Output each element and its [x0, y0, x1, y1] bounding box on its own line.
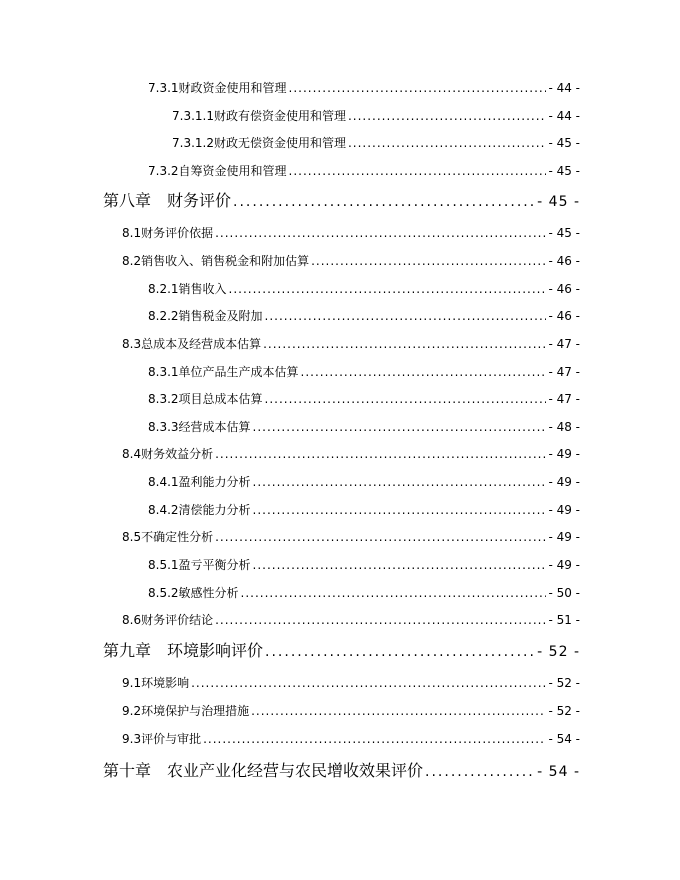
toc-entry[interactable] [148, 391, 580, 407]
toc-leader [253, 419, 547, 435]
toc-entry[interactable] [122, 225, 580, 241]
toc-entry-title: 9.2环境保护与治理措施 [122, 704, 250, 718]
toc-leader [301, 364, 547, 380]
toc-entry-title: 8.6财务评价结论 [122, 613, 214, 627]
toc-entry[interactable] [148, 308, 580, 324]
toc-page-number: - 44 - [548, 109, 580, 123]
toc-entry[interactable] [122, 612, 580, 628]
toc-entry-title: 8.5.2敏感性分析 [148, 586, 239, 600]
toc-page-number: - 44 - [548, 81, 580, 95]
toc-entry-title: 8.3总成本及经营成本估算 [122, 337, 262, 351]
toc-entry[interactable] [148, 474, 580, 490]
toc-page-number: - 50 - [548, 586, 580, 600]
toc-entry-title: 8.1财务评价依据 [122, 226, 214, 240]
toc-page-number: - 49 - [548, 475, 580, 489]
toc-leader [215, 225, 546, 241]
toc-page-number: - 47 - [548, 392, 580, 406]
toc-page-number: - 49 - [548, 447, 580, 461]
toc-entry-title: 8.4财务效益分析 [122, 447, 214, 461]
toc-leader [241, 585, 547, 601]
toc-leader [253, 557, 547, 573]
toc-entry[interactable] [122, 253, 580, 269]
toc-page-number: - 54 - [548, 732, 580, 746]
toc-page-number: - 52 - [537, 644, 580, 660]
toc-leader [191, 675, 546, 691]
toc-page-number: - 51 - [548, 613, 580, 627]
toc-page-number: - 49 - [548, 530, 580, 544]
toc-page-number: - 52 - [548, 676, 580, 690]
toc-entry[interactable] [172, 135, 580, 151]
toc-leader [265, 641, 535, 662]
toc-chapter-title: 第十章 农业产业化经营与农民增收效果评价 [103, 761, 424, 780]
toc-entry-title: 8.4.1盈利能力分析 [148, 475, 251, 489]
toc-leader [203, 731, 546, 747]
toc-page-number: - 46 - [548, 254, 580, 268]
toc-entry[interactable] [122, 675, 580, 691]
toc-entry[interactable] [148, 281, 580, 297]
toc-page-number: - 45 - [548, 226, 580, 240]
toc-entry-title: 7.3.1.1财政有偿资金使用和管理 [172, 109, 346, 123]
toc-entry[interactable] [148, 364, 580, 380]
toc-entry[interactable] [122, 703, 580, 719]
toc-entry[interactable] [148, 502, 580, 518]
toc-entry[interactable] [148, 585, 580, 601]
toc-page-number: - 49 - [548, 503, 580, 517]
toc-page-number: - 46 - [548, 309, 580, 323]
toc-page-number: - 45 - [548, 136, 580, 150]
toc-leader [253, 474, 547, 490]
toc-entry[interactable] [148, 419, 580, 435]
toc-leader [229, 281, 547, 297]
toc-entry-title: 7.3.1财政资金使用和管理 [148, 81, 287, 95]
toc-page-number: - 45 - [548, 164, 580, 178]
toc-entry-title: 7.3.2自筹资金使用和管理 [148, 164, 287, 178]
toc-page-number: - 47 - [548, 337, 580, 351]
toc-page-number: - 52 - [548, 704, 580, 718]
toc-leader [233, 191, 535, 212]
toc-leader [215, 612, 546, 628]
toc-entry-title: 8.2.2销售税金及附加 [148, 309, 263, 323]
toc-page-number: - 45 - [537, 194, 580, 210]
toc-entry-title: 9.1环境影响 [122, 676, 190, 690]
toc-chapter-entry[interactable] [103, 190, 580, 212]
toc-entry[interactable] [122, 446, 580, 462]
toc-page-number: - 54 - [537, 764, 580, 780]
toc-leader [263, 336, 546, 352]
toc-entry-title: 7.3.1.2财政无偿资金使用和管理 [172, 136, 346, 150]
toc-leader [289, 163, 547, 179]
toc-leader [253, 502, 547, 518]
toc-leader [215, 446, 546, 462]
toc-entry[interactable] [172, 108, 580, 124]
toc-entry-title: 8.3.1单位产品生产成本估算 [148, 365, 299, 379]
toc-entry-title: 8.5不确定性分析 [122, 530, 214, 544]
toc-entry[interactable] [122, 731, 580, 747]
toc-entry[interactable] [148, 163, 580, 179]
toc-leader [348, 108, 546, 124]
toc-entry-title: 8.4.2清偿能力分析 [148, 503, 251, 517]
toc-entry-title: 9.3评价与审批 [122, 732, 202, 746]
toc-leader [289, 80, 547, 96]
toc-chapter-entry[interactable] [103, 760, 580, 782]
toc-leader [215, 529, 546, 545]
toc-entry[interactable] [148, 80, 580, 96]
toc-chapter-title: 第九章 环境影响评价 [103, 641, 264, 660]
toc-leader [348, 135, 546, 151]
toc-page-number: - 48 - [548, 420, 580, 434]
toc-leader [265, 391, 547, 407]
toc-chapter-entry[interactable] [103, 640, 580, 662]
toc-page-number: - 49 - [548, 558, 580, 572]
toc-entry[interactable] [122, 336, 580, 352]
toc-leader [311, 253, 546, 269]
toc-page-number: - 46 - [548, 282, 580, 296]
toc-page-number: - 47 - [548, 365, 580, 379]
toc-leader [251, 703, 546, 719]
toc-leader [265, 308, 547, 324]
toc-entry[interactable] [122, 529, 580, 545]
toc-leader [425, 761, 535, 782]
toc-entry-title: 8.5.1盈亏平衡分析 [148, 558, 251, 572]
toc-chapter-title: 第八章 财务评价 [103, 191, 232, 210]
toc-entry-title: 8.3.2项目总成本估算 [148, 392, 263, 406]
toc-entry-title: 8.2销售收入、销售税金和附加估算 [122, 254, 310, 268]
toc-entry-title: 8.2.1销售收入 [148, 282, 227, 296]
toc-entry[interactable] [148, 557, 580, 573]
toc-entry-title: 8.3.3经营成本估算 [148, 420, 251, 434]
